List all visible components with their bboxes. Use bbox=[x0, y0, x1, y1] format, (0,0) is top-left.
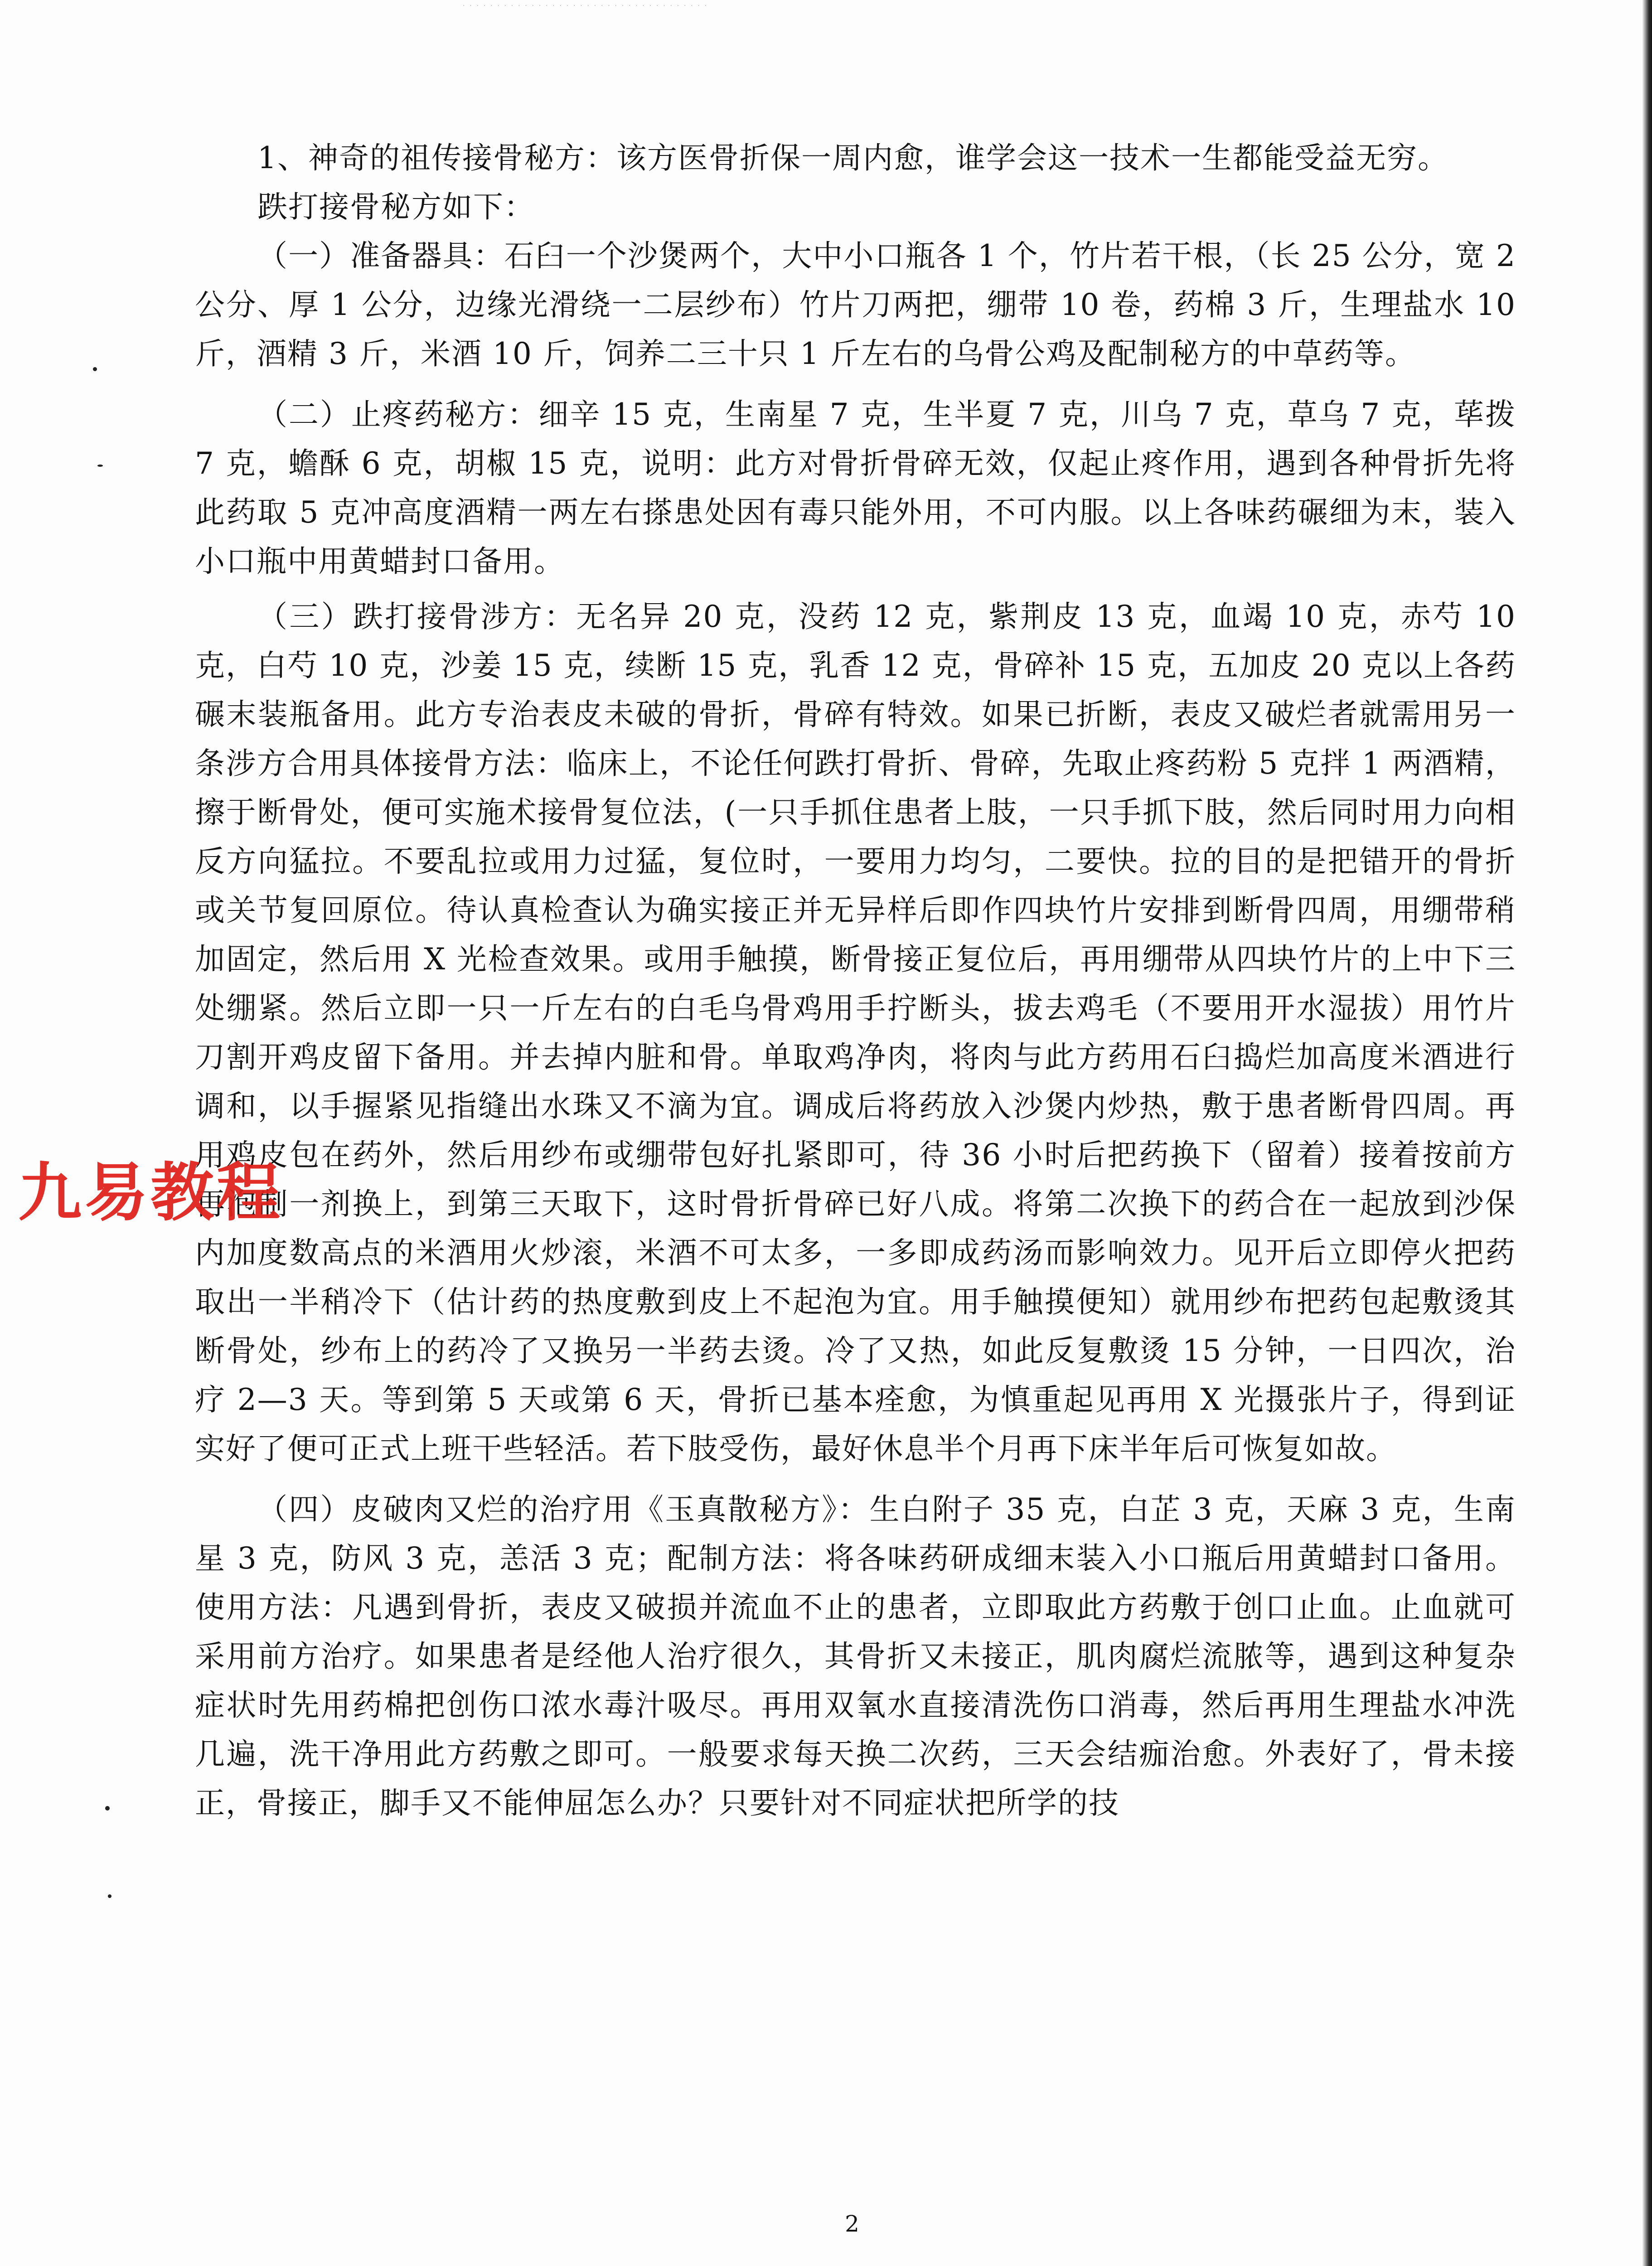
scan-speck bbox=[93, 367, 97, 371]
watermark-logo: 九易教程 bbox=[18, 1156, 283, 1230]
paragraph-subtitle: 跌打接骨秘方如下： bbox=[257, 189, 535, 224]
paragraph-section-1: （一）准备器具：石臼一个沙煲两个，大中小口瓶各 1 个，竹片若干根，（长 25 公分，宽 2 公分、厚 1 公分，边缘光滑绕一二层纱布）竹片刀两把，绷带 10 卷，药棉 3 斤，生理盐水 10 斤，酒精 3 斤，米酒 10 斤，饲养二三十只 1 斤左右的乌骨公鸡及配制秘方的中草药等。 bbox=[195, 238, 1516, 371]
scan-speck bbox=[105, 1806, 110, 1811]
paragraph-intro: 1、神奇的祖传接骨秘方：该方医骨折保一周内愈，谁学会这一技术一生都能受益无穷。 bbox=[257, 140, 1449, 175]
document-body bbox=[195, 134, 1516, 1828]
scan-header-noise: · · · · · · · · · · · · · · · · · · · · · · · · · · · · · · · · · · · · bbox=[462, 3, 708, 9]
paragraph-section-2: （二）止疼药秘方：细辛 15 克，生南星 7 克，生半夏 7 克，川乌 7 克，草乌 7 克，荜拨 7 克，蟾酥 6 克，胡椒 15 克，说明：此方对骨折骨碎无效，仅起止疼作用，遇到各种骨折先将此药取 5 克冲高度酒精一两左右搽患处因有毒只能外用，不可内服。以上各味药碾细为末，装入小口瓶中用黄蜡封口备用。 bbox=[195, 397, 1516, 579]
scan-speck bbox=[97, 465, 103, 467]
paragraph-section-3: （三）跌打接骨涉方：无名异 20 克，没药 12 克，紫荆皮 13 克，血竭 10 克，赤芍 10 克，白芍 10 克，沙姜 15 克，续断 15 克，乳香 12 克，骨碎补 15 克，五加皮 20 克以上各药碾末装瓶备用。此方专治表皮未破的骨折，骨碎有特效。如果已折断，表皮又破烂者就需用另一条涉方合用具体接骨方法：临床上，不论任何跌打骨折、骨碎，先取止疼药粉 5 克拌 1 两酒精，擦于断骨处，便可实施术接骨复位法，(一只手抓住患者上肢，一只手抓下肢，然后同时用力向相反方向猛拉。不要乱拉或用力过猛，复位时，一要用力均匀，二要快。拉的目的是把错开的骨折或关节复回原位。待认真检查认为确实接正并无异样后即作四块竹片安排到断骨四周，用绷带稍加固定，然后用 X 光检查效果。或用手触摸，断骨接正复位后，再用绷带从四块竹片的上中下三处绷紧。然后立即一只一斤左右的白毛乌骨鸡用手拧断头，拔去鸡毛（不要用开水湿拔）用竹片刀割开鸡皮留下备用。并去掉内脏和骨。单取鸡净肉，将肉与此方药用石臼捣烂加高度米酒进行调和，以手握紧见指缝出水珠又不滴为宜。调成后将药放入沙煲内炒热，敷于患者断骨四周。再用鸡皮包在药外，然后用纱布或绷带包好扎紧即可，待 36 小时后把药换下（留着）接着按前方再泡制一剂换上，到第三天取下，这时骨折骨碎已好八成。将第二次换下的药合在一起放到沙保内加度数高点的米酒用火炒滚，米酒不可太多，一多即成药汤而影响效力。见开后立即停火把药取出一半稍冷下（估计药的热度敷到皮上不起泡为宜。用手触摸便知）就用纱布把药包起敷烫其断骨处，纱布上的药冷了又换另一半药去烫。冷了又热，如此反复敷烫 15 分钟，一日四次，治疗 2—3 天。等到第 5 天或第 6 天，骨折已基本痊愈，为慎重起见再用 X 光摄张片子，得到证实好了便可正式上班干些轻活。若下肢受伤，最好休息半个月再下床半年后可恢复如故。 bbox=[195, 599, 1516, 1466]
page-number: 2 bbox=[845, 2211, 859, 2237]
paragraph-section-4: （四）皮破肉又烂的治疗用《玉真散秘方》：生白附子 35 克，白芷 3 克，天麻 3 克，生南星 3 克，防风 3 克，恙活 3 克；配制方法：将各味药研成细末装入小口瓶后用黄蜡封口备用。使用方法：凡遇到骨折，表皮又破损并流血不止的患者，立即取此方药敷于创口止血。止血就可采用前方治疗。如果患者是经他人治疗很久，其骨折又未接正，肌肉腐烂流脓等，遇到这种复杂症状时先用药棉把创伤口浓水毒汁吸尽。再用双氧水直接清洗伤口消毒，然后再用生理盐水冲洗几遍，洗干净用此方药敷之即可。一般要求每天换二次药，三天会结痂治愈。外表好了，骨未接正，骨接正，脚手又不能伸屈怎么办？只要针对不同症状把所学的技 bbox=[195, 1492, 1516, 1821]
scan-speck bbox=[108, 1894, 111, 1898]
scan-edge-right bbox=[1642, 0, 1652, 2266]
